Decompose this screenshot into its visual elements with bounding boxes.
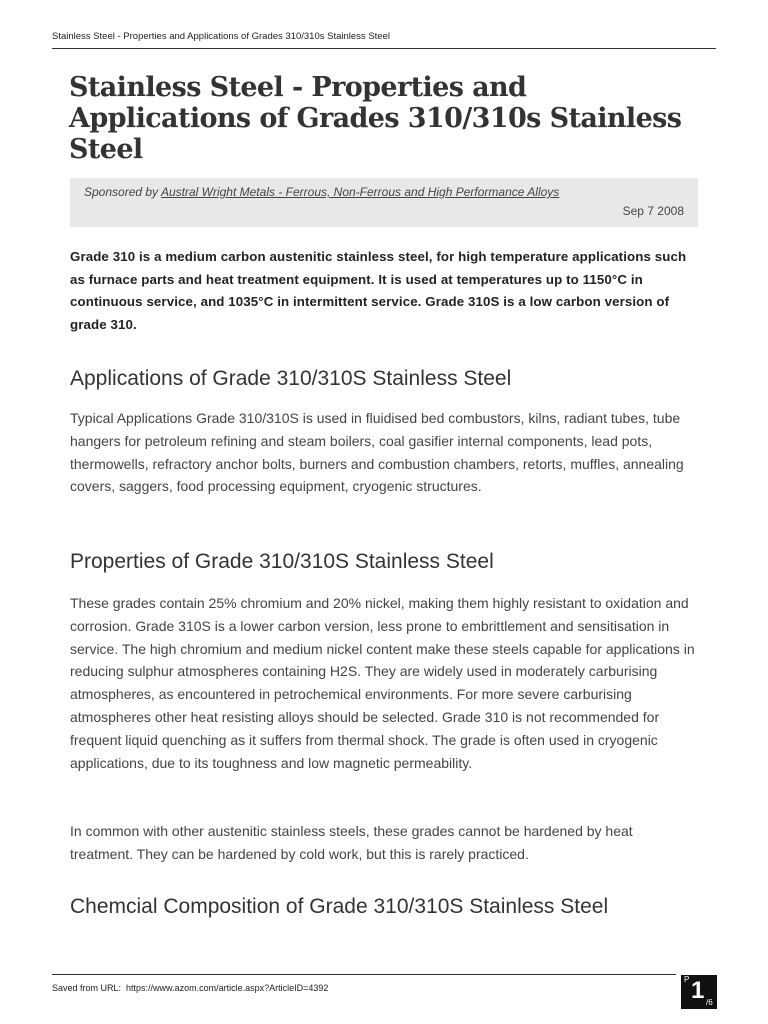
page-letter: P xyxy=(684,975,690,984)
sponsor-prefix: Sponsored by xyxy=(84,185,161,199)
running-header-title: Stainless Steel - Properties and Applications of Grades 310/310s Stainless Steel xyxy=(52,31,390,42)
intro-paragraph: Grade 310 is a medium carbon austenitic stainless steel, for high temperature applications such as furnace parts and heat treatment equipment. It is used at temperatures up to 1150°C in continuous service, and 1035°C in intermittent service. Grade 310S is a low carbon version of grade 310. xyxy=(70,249,687,333)
page-number-badge xyxy=(681,975,717,1009)
page-total: /6 xyxy=(706,998,713,1007)
footer-saved-label: Saved from URL: xyxy=(52,983,122,993)
section-heading-composition: Chemcial Composition of Grade 310/310S Stainless Steel xyxy=(70,895,609,918)
publish-date: Sep 7 2008 xyxy=(622,204,684,218)
properties-paragraph-2: In common with other austenitic stainless steels, these grades cannot be hardened by heat treatment. They can be hardened by cold work, but this is rarely practiced. xyxy=(70,823,633,862)
page-title: Stainless Steel - Properties and Applications of Grades 310/310s Stainless Steel xyxy=(69,72,682,165)
section-heading-applications: Applications of Grade 310/310S Stainless Steel xyxy=(70,367,512,390)
sponsor-link[interactable]: Austral Wright Metals - Ferrous, Non-Ferrous and High Performance Alloys xyxy=(160,185,560,199)
page-number: 1 xyxy=(691,977,705,1004)
properties-paragraph-1: These grades contain 25% chromium and 20% nickel, making them highly resistant to oxidation and corrosion. Grade 310S is a lower carbon version, less prone to embrittlement and sensitisation in service. The high chromium and medium nickel content make these steels capable for applications in reducing sulphur atmospheres containing H2S. They are widely used in moderately carburising atmospheres, as encountered in petrochemical environments. For more severe carburising atmospheres other heat resisting alloys should be selected. Grade 310 is not recommended for frequent liquid quenching as it suffers from thermal shock. The grade is often used in cryogenic applications, due to its toughness and low magnetic permeability. xyxy=(70,595,695,771)
footer-divider xyxy=(52,974,676,975)
footer-saved-url xyxy=(52,983,328,993)
sponsor-box xyxy=(70,178,698,227)
section-heading-properties: Properties of Grade 310/310S Stainless Steel xyxy=(70,550,494,573)
applications-paragraph: Typical Applications Grade 310/310S is used in fluidised bed combustors, kilns, radiant tubes, tube hangers for petroleum refining and steam boilers, coal gasifier internal components, lead pots, thermowells, refractory anchor bolts, burners and combustion chambers, retorts, muffles, annealing covers, saggers, food processing equipment, cryogenic structures. xyxy=(70,410,684,495)
header-divider xyxy=(52,48,716,49)
footer-url-link[interactable]: https://www.azom.com/article.aspx?ArticleID=4392 xyxy=(126,983,329,993)
sponsor-line xyxy=(84,184,684,200)
